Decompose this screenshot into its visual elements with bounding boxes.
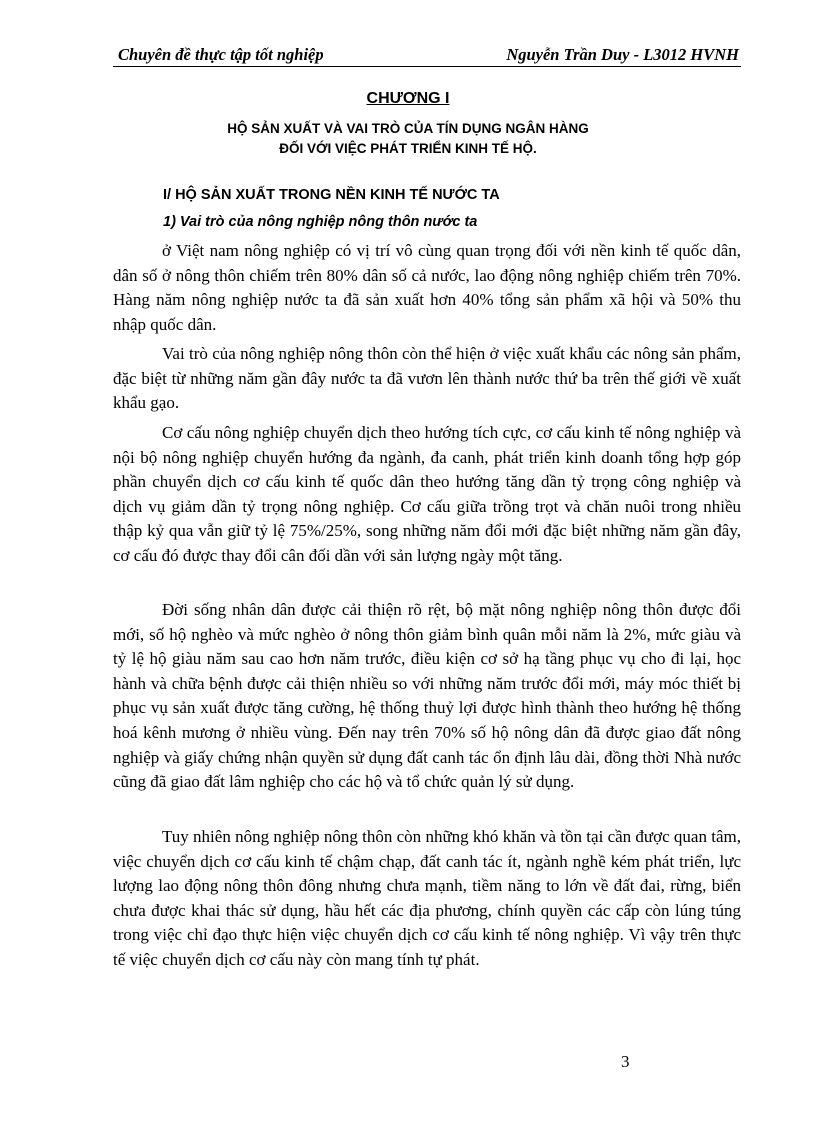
subsection-heading: 1) Vai trò của nông nghiệp nông thôn nước ta — [163, 214, 478, 230]
paragraph: ở Việt nam nông nghiệp có vị trí vô cùng quan trọng đối với nền kinh tế quốc dân, dân số ở nông thôn chiếm trên 80% dân số cả nước, lao động nông nghiệp chiếm trên 70%. Hàng năm nông nghiệp nước ta đã sản xuất hơn 40% tổng sản phẩm xã hội và 50% thu nhập quốc dân. — [113, 241, 741, 334]
chapter-title-text: CHƯƠNG I — [366, 90, 450, 107]
chapter-subtitle-line-2: ĐỐI VỚI VIỆC PHÁT TRIỂN KINH TẾ HỘ. — [279, 141, 537, 156]
page-header — [113, 40, 741, 67]
header-left-text: Chuyên đề thực tập tốt nghiệp — [118, 45, 324, 64]
paragraph: Đời sống nhân dân được cải thiện rõ rệt, bộ mặt nông nghiệp nông thôn được đổi mới, số hộ nghèo và mức nghèo ở nông thôn giảm bình quân mỗi năm là 2%, mức giàu và tỷ lệ hộ giàu năm sau cao hơn năm trước, điều kiện cơ sở hạ tầng phục vụ cho đi lại, học hành và chữa bệnh được cải thiện nhiều so với những năm trước đổi mới, máy móc thiết bị phục vụ sản xuất được tăng cường, hệ thống thuỷ lợi được hình thành theo hướng hệ thống hoá kênh mương ở nhiều vùng. Đến nay trên 70% số hộ nông dân đã được giao đất nông nghiệp và giấy chứng nhận quyền sử dụng đất canh tác ổn định lâu dài, đồng thời Nhà nước cũng đã giao đất lâm nghiệp cho các hộ và tổ chức quản lý sử dụng. — [113, 600, 741, 792]
paragraph: Tuy nhiên nông nghiệp nông thôn còn những khó khăn và tồn tại cần được quan tâm, việc chuyển dịch cơ cấu kinh tế chậm chạp, đất canh tác ít, ngành nghề kém phát triển, lực lượng lao động nông thôn đông nhưng chưa mạnh, tiềm năng to lớn về đất đai, rừng, biển chưa được khai thác sử dụng, hầu hết các địa phương, chính quyền các cấp còn lúng túng trong việc chỉ đạo thực hiện việc chuyển dịch cơ cấu kinh tế nông nghiệp. Vì vậy trên thực tế việc chuyển dịch cơ cấu này còn mang tính tự phát. — [113, 827, 741, 969]
paragraph: Cơ cấu nông nghiệp chuyển dịch theo hướng tích cực, cơ cấu kinh tế nông nghiệp và nội bộ nông nghiệp chuyển hướng đa ngành, đa canh, phát triển kinh doanh tổng hợp góp phần chuyển dịch cơ cấu kinh tế quốc dân theo hướng tăng dần tỷ trọng công nghiệp và dịch vụ giảm dần tỷ trọng nông nghiệp. Cơ cấu giữa trồng trọt và chăn nuôi trong nhiều thập kỷ qua vẫn giữ tỷ lệ 75%/25%, song những năm đổi mới đặc biệt những năm gần đây, cơ cấu đó được thay đổi cân đối dần với sản lượng ngày một tăng. — [113, 423, 741, 565]
page-number: 3 — [621, 1052, 630, 1071]
header-right-text: Nguyễn Trần Duy - L3012 HVNH — [506, 45, 739, 64]
chapter-subtitle-line-1: HỘ SẢN XUẤT VÀ VAI TRÒ CỦA TÍN DỤNG NGÂN HÀNG — [227, 121, 589, 136]
section-heading: I/ HỘ SẢN XUẤT TRONG NỀN KINH TẾ NƯỚC TA — [163, 187, 500, 203]
chapter-title — [0, 90, 816, 108]
paragraph: Vai trò của nông nghiệp nông thôn còn thể hiện ở việc xuất khẩu các nông sản phẩm, đặc biệt từ những năm gần đây nước ta đã vươn lên thành nước thứ ba trên thế giới về xuất khẩu gạo. — [113, 344, 741, 413]
